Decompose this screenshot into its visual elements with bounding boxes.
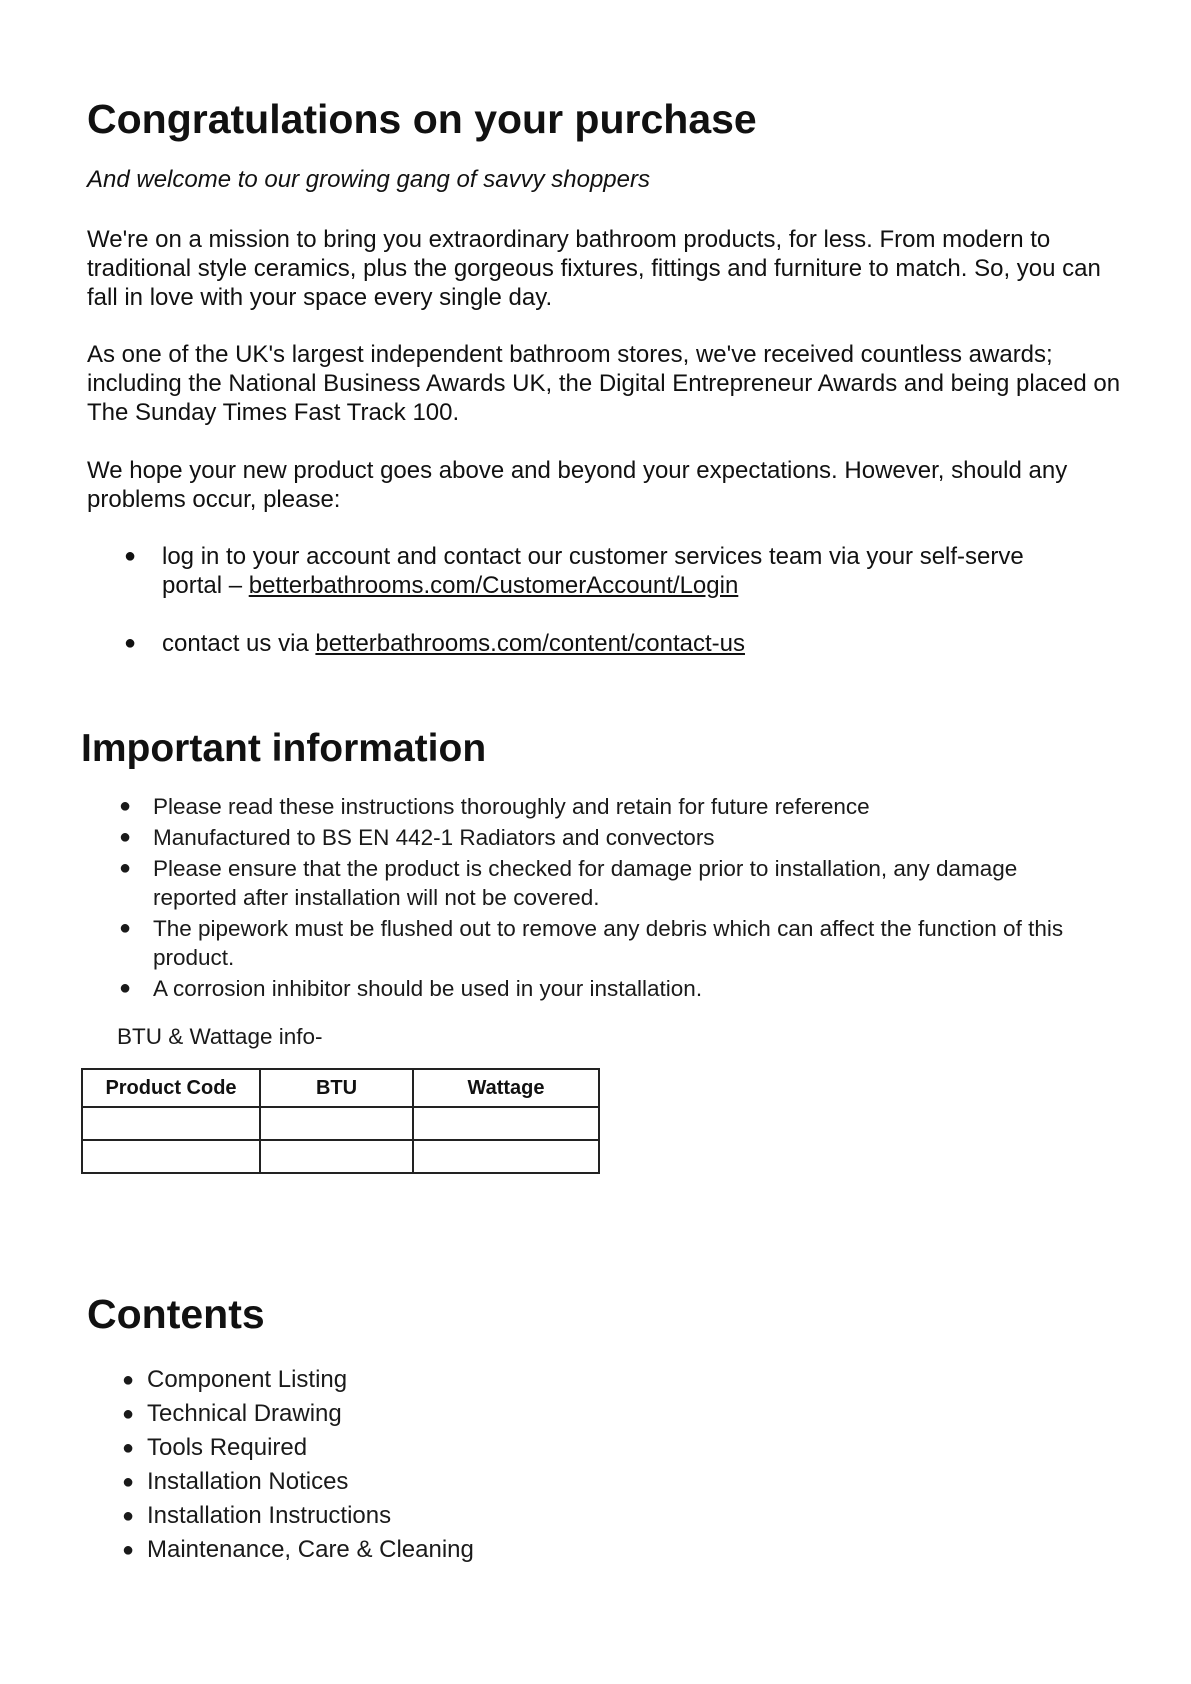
intro-paragraph-mission: We're on a mission to bring you extraordinary bathroom products, for less. From modern to traditional style ceramics, plus the gorgeous fixtures, fittings and furniture to match. So, you can fall in love with your space every single day. <box>87 226 1101 311</box>
bullet-icon: ● <box>119 826 132 848</box>
important-heading: Important information <box>81 727 487 770</box>
bullet-icon: ● <box>119 795 132 817</box>
important-item-text: Please ensure that the product is checked for damage prior to installation, any damage reported after installation will not be covered. <box>153 856 1018 910</box>
help-item-account <box>87 542 1087 600</box>
btu-wattage-table <box>81 1068 600 1174</box>
bullet-icon: ● <box>122 1403 135 1425</box>
important-item <box>87 914 1067 972</box>
bullet-icon: ● <box>122 1369 135 1391</box>
table-row <box>82 1107 599 1140</box>
page-subtitle: And welcome to our growing gang of savvy shoppers <box>87 166 650 193</box>
contents-heading: Contents <box>87 1291 265 1337</box>
contents-item-text: Component Listing <box>147 1366 348 1393</box>
table-cell <box>413 1140 599 1173</box>
contents-item-text: Installation Instructions <box>147 1502 392 1529</box>
important-item <box>87 823 1067 852</box>
table-row <box>82 1140 599 1173</box>
contents-item <box>87 1431 474 1465</box>
important-item-text: Manufactured to BS EN 442-1 Radiators and convectors <box>153 825 715 850</box>
help-item-text: log in to your account and contact our customer services team via your self-serve portal – <box>162 543 1024 599</box>
contents-item <box>87 1397 474 1431</box>
bullet-icon: ● <box>122 1437 135 1459</box>
contents-item-text: Technical Drawing <box>147 1400 342 1427</box>
important-item <box>87 974 1067 1003</box>
contents-item <box>87 1499 474 1533</box>
contact-us-link[interactable]: betterbathrooms.com/content/contact-us <box>315 630 745 657</box>
bullet-icon: ● <box>119 917 132 939</box>
column-header-wattage: Wattage <box>413 1069 599 1107</box>
intro-paragraph-problems: We hope your new product goes above and beyond your expectations. However, should any problems occur, please: <box>87 457 1068 513</box>
contents-item-text: Installation Notices <box>147 1468 349 1495</box>
important-item-text: A corrosion inhibitor should be used in your installation. <box>153 976 703 1001</box>
help-item-text: contact us via <box>162 630 316 657</box>
important-list <box>87 792 1067 1005</box>
bullet-icon: ● <box>122 1539 135 1561</box>
column-header-btu: BTU <box>260 1069 413 1107</box>
help-item-contact <box>87 629 1087 658</box>
contents-item <box>87 1533 474 1567</box>
btu-wattage-label: BTU & Wattage info- <box>117 1024 323 1049</box>
help-list <box>87 542 1087 687</box>
table-cell <box>260 1140 413 1173</box>
contents-list <box>87 1363 474 1567</box>
bullet-icon: ● <box>119 977 132 999</box>
important-item-text: Please read these instructions thoroughly and retain for future reference <box>153 794 870 819</box>
contents-item-text: Tools Required <box>147 1434 308 1461</box>
column-header-product-code: Product Code <box>82 1069 260 1107</box>
bullet-icon: ● <box>122 1471 135 1493</box>
table-cell <box>413 1107 599 1140</box>
table-cell <box>82 1107 260 1140</box>
table-header-row <box>82 1069 599 1107</box>
bullet-icon: ● <box>124 632 137 654</box>
important-item-text: The pipework must be flushed out to remove any debris which can affect the function of this product. <box>153 916 1064 970</box>
contents-item <box>87 1465 474 1499</box>
important-item <box>87 854 1067 912</box>
page-title: Congratulations on your purchase <box>87 96 757 142</box>
bullet-icon: ● <box>119 857 132 879</box>
bullet-icon: ● <box>122 1505 135 1527</box>
bullet-icon: ● <box>124 545 137 567</box>
important-item <box>87 792 1067 821</box>
contents-item-text: Maintenance, Care & Cleaning <box>147 1536 474 1563</box>
intro-paragraph-awards: As one of the UK's largest independent bathroom stores, we've received countless awards; including the National Business Awards UK, the Digital Entrepreneur Awards and being placed on The Sunday Times Fast Track 100. <box>87 341 1121 426</box>
table-cell <box>260 1107 413 1140</box>
table-cell <box>82 1140 260 1173</box>
contents-item <box>87 1363 474 1397</box>
customer-account-login-link[interactable]: betterbathrooms.com/CustomerAccount/Login <box>248 572 739 599</box>
